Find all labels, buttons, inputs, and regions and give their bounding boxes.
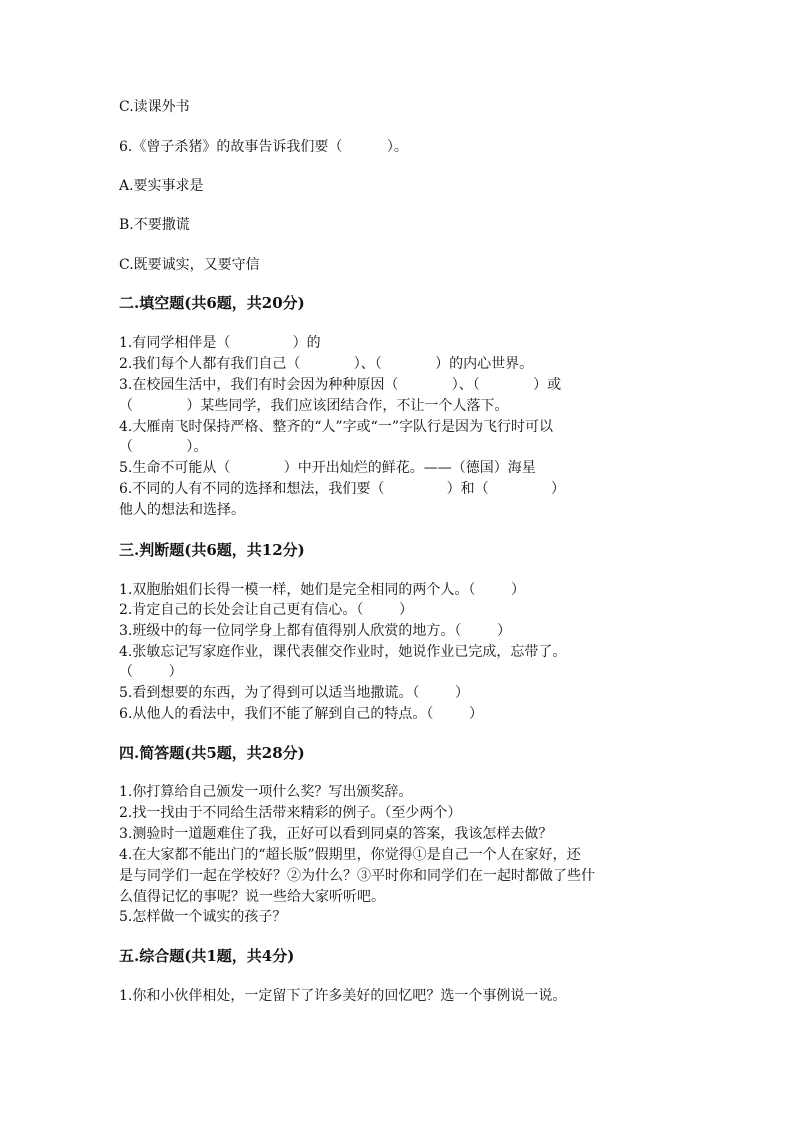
- question-6: 6.《曾子杀猪》的故事告诉我们要（ ）。: [119, 139, 408, 155]
- short-answer-line: 5.怎样做一个诚实的孩子？: [119, 909, 287, 925]
- fill-blank-line: 他人的想法和选择。: [119, 502, 245, 518]
- true-false-line: 3.班级中的每一位同学身上都有值得别人欣赏的地方。（ ）: [119, 623, 511, 639]
- true-false-line: （ ）: [119, 664, 183, 680]
- section-heading-fill-blank: 二.填空题(共6题，共20分): [119, 294, 305, 312]
- short-answer-line: 是与同学们一起在学校好？②为什么？③平时你和同学们在一起时都做了些什: [119, 868, 595, 884]
- short-answer-line: 3.测验时一道题难住了我，正好可以看到同桌的答案，我该怎样去做？: [119, 826, 553, 842]
- fill-blank-line: （ ）。: [119, 439, 208, 455]
- short-answer-line: 4.在大家都不能出门的“超长版”假期里，你觉得①是自己一个人在家好，还: [119, 847, 581, 863]
- short-answer-line: 么值得记忆的事呢？说一些给大家听听吧。: [119, 889, 385, 905]
- true-false-line: 5.看到想要的东西，为了得到可以适当地撒谎。（ ）: [119, 685, 469, 701]
- fill-blank-line: 2.我们每个人都有我们自己（ ）、（ ）的内心世界。: [119, 356, 534, 372]
- section-heading-short-answer: 四.简答题(共5题，共28分): [119, 744, 305, 762]
- short-answer-line: 2.找一找由于不同给生活带来精彩的例子。（至少两个）: [119, 805, 462, 821]
- fill-blank-line: 4.大雁南飞时保持严格、整齐的“人”字或“一”字队行是因为飞行时可以: [119, 419, 553, 435]
- fill-blank-line: 6.不同的人有不同的选择和想法，我们要（ ）和（ ）: [119, 481, 565, 497]
- fill-blank-line: 1.有同学相伴是（ ）的: [119, 335, 321, 351]
- question-6-option-b: B.不要撒谎: [119, 217, 190, 233]
- fill-blank-line: （ ）某些同学，我们应该团结合作，不让一个人落下。: [119, 398, 509, 414]
- section-heading-comprehensive: 五.综合题(共1题，共4分): [119, 947, 295, 965]
- true-false-line: 1.双胞胎姐们长得一模一样，她们是完全相同的两个人。（ ）: [119, 582, 525, 598]
- true-false-line: 6.从他人的看法中，我们不能了解到自己的特点。（ ）: [119, 706, 483, 722]
- true-false-line: 4.张敏忘记写家庭作业，课代表催交作业时，她说作业已完成，忘带了。: [119, 644, 567, 660]
- question-6-option-c: C.既要诚实，又要守信: [119, 257, 260, 273]
- question-6-option-a: A.要实事求是: [119, 178, 204, 194]
- fill-blank-line: 5.生命不可能从（ ）中开出灿烂的鲜花。——（德国）海星: [119, 460, 536, 476]
- true-false-line: 2.肯定自己的长处会让自己更有信心。（ ）: [119, 602, 413, 618]
- section-heading-true-false: 三.判断题(共6题，共12分): [119, 541, 305, 559]
- question-5-option-c: C.读课外书: [119, 99, 190, 115]
- fill-blank-line: 3.在校园生活中，我们有时会因为种种原因（ ）、（ ）或: [119, 377, 562, 393]
- comprehensive-line: 1.你和小伙伴相处，一定留下了许多美好的回忆吧？选一个事例说一说。: [119, 988, 567, 1004]
- short-answer-line: 1.你打算给自己颁发一项什么奖？写出颁奖辞。: [119, 784, 413, 800]
